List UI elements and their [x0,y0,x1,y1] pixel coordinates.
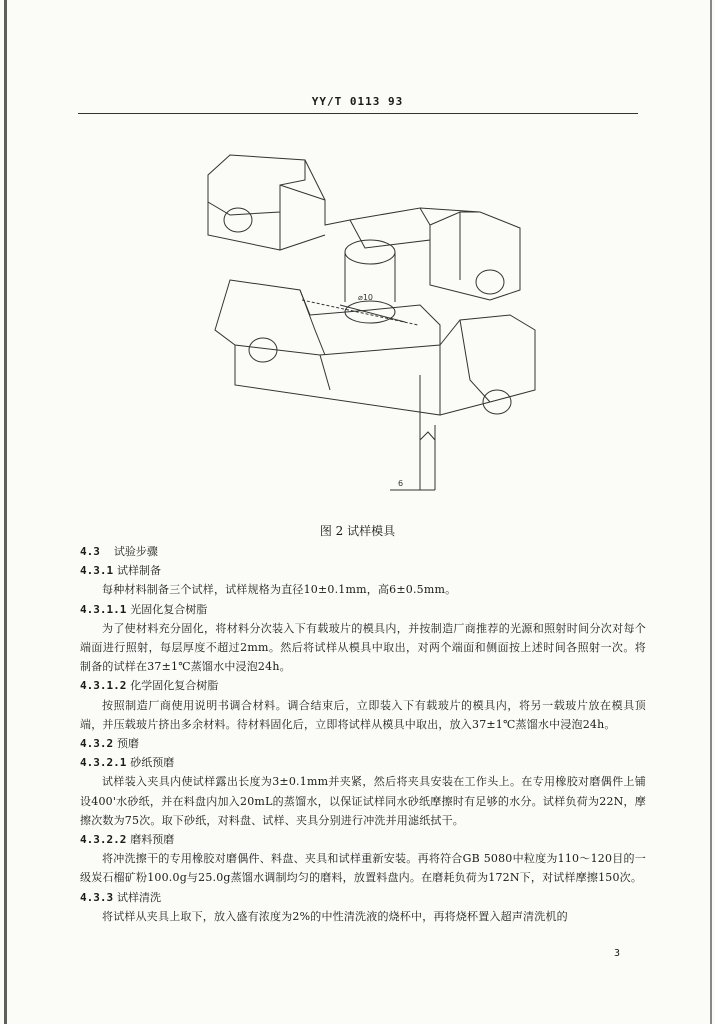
page-number: 3 [613,948,620,959]
mold-lower-screw-hole-left [249,338,277,362]
mold-lower-half [215,280,535,415]
scan-edge-right [710,0,712,1024]
body-paragraph: 为了使材料充分固化，将材料分次装入下有载玻片的模具内，并按制造厂商推荐的光源和照射时间分次对每个端面进行照射，每层厚度不超过2mm。然后将试样从模具中取出，对两个端面和侧面按上述时间各照射一次。将制备的试样在37±1℃蒸馏水中浸泡24h。 [80,621,646,674]
section-number: 4.3.1 [80,564,114,578]
body-paragraph: 将冲洗擦干的专用橡胶对磨偶件、料盘、夹具和试样重新安装。再将符合GB 5080中粒度为110～120目的一级炭石榴矿粉100.0g与25.0g蒸馏水调制均匀的磨料，放置料盘内。在磨耗负荷为172N下，对试样摩擦150次。 [80,852,646,885]
header-rule [78,113,638,114]
specimen-cylinder-top [345,240,395,264]
body-paragraph: 每种材料制备三个试样，试样规格为直径10±0.1mm，高6±0.5mm。 [102,583,457,597]
section-title: 预磨 [116,737,139,751]
body-paragraph: 按照制造厂商使用说明书调合材料。调合结束后，立即装入下有载玻片的模具内，将另一载玻片放在模具顶端，并压载玻片挤出多余材料。待材料固化后，立即将试样从模具中取出，放入37±1℃蒸馏水中浸泡24h。 [80,698,646,731]
section-heading [80,734,646,753]
section-title: 试验步骤 [113,545,158,558]
section-title: 光固化复合树脂 [130,602,208,616]
body-paragraph: 将试样从夹具上取下，放入盛有浓度为2%的中性清洗液的烧杯中，再将烧杯置入超声清洗机的 [102,909,568,923]
section-heading [80,542,646,561]
section-heading [80,561,646,580]
body-paragraph: 试样装入夹具内使试样露出长度为3±0.1mm并夹紧，然后将夹具安装在工作头上。在专用橡胶对磨偶件上铺设400'水砂纸，并在料盘内加入20mL的蒸馏水，以保证试样同水砂纸摩擦时有足够的水分。试样负荷为22N，摩擦次数为75次。取下砂纸，对料盘、试样、夹具分别进行冲洗并用滤纸拭干。 [80,775,646,827]
mold-upper-screw-hole-left [224,208,252,232]
section-heading [80,676,646,695]
dimension-label: ⌀10 [358,293,373,302]
specimen-mold-figure [190,140,570,510]
section-heading [80,888,646,907]
section-number: 4.3 [80,545,100,558]
section-title: 磨料预磨 [130,833,175,847]
mold-upper-screw-hole-right [476,270,504,294]
scan-edge-left [4,0,7,1024]
section-number: 4.3.2.1 [80,756,127,770]
section-heading [80,600,646,619]
section-number: 4.3.1.2 [80,679,127,693]
mold-upper-half [208,155,520,302]
section-title: 化学固化复合树脂 [130,679,219,693]
page-header: YY/T 0113 93 [311,95,404,108]
body-content [80,542,646,926]
figure-caption: 图 2 试样模具 [319,524,396,538]
section-number: 4.3.2 [80,737,114,751]
section-number: 4.3.2.2 [80,833,127,847]
mold-lower-screw-hole-right [483,390,511,414]
dimension-callouts [302,300,435,490]
section-number: 4.3.1.1 [80,602,127,616]
specimen-bore [345,301,395,323]
section-heading [80,753,646,772]
section-number: 4.3.3 [80,890,114,904]
section-title: 试样制备 [116,564,161,578]
section-title: 试样清洗 [116,890,161,904]
section-title: 砂纸预磨 [130,756,175,770]
angle-label: 6 [398,479,404,488]
section-heading [80,830,646,849]
